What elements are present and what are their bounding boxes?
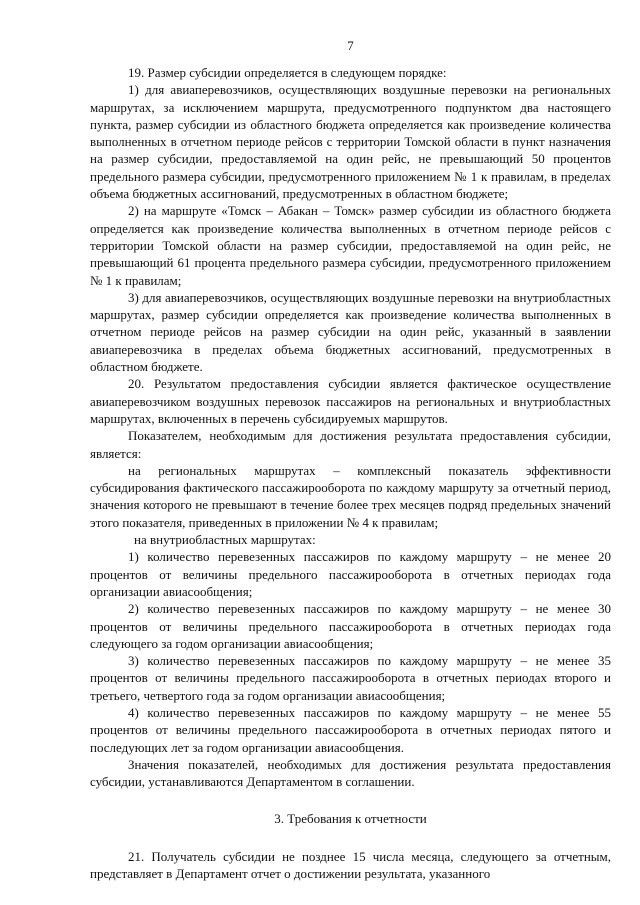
paragraph-19-item-2: 2) на маршруте «Томск – Абакан – Томск» размер субсидии из областного бюджета определяется как произведение количества выполненных в отчетном периоде рейсов с территории Томской области на размер субсидии, предоставляемой на один рейс, не превышающий 61 процента предельного размера субсидии, предусмотренного приложением № 1 к правилам; (90, 203, 611, 288)
paragraph-indicator-intro: Показателем, необходимым для достижения результата предоставления субсидии, является: (90, 428, 611, 461)
paragraph-20: 20. Результатом предоставления субсидии является фактическое осуществление авиаперевозчиком воздушных перевозок пассажиров на региональных и внутриобластных маршрутах, включенных в перечень субсидируемых маршрутов. (90, 376, 611, 426)
paragraph-19-item-1: 1) для авиаперевозчиков, осуществляющих воздушные перевозки на региональных маршрутах, за исключением маршрута, предусмотренного подпунктом два настоящего пункта, размер субсидии из областного бюджета определяется как произведение количества выполненных в отчетном периоде рейсов с территории Томской области в пункт назначения на размер субсидии, предоставляемой на один рейс, не превышающий 50 процентов предельного размера субсидии, предусмотренного приложением № 1 к правилам, в пределах объема бюджетных ассигнований, предусмотренных в областном бюджете; (90, 82, 611, 202)
paragraph-regional-routes: на региональных маршрутах – комплексный показатель эффективности субсидирования фактического пассажирооборота по каждому маршруту за отчетный период, значения которого не превышают в течение более трех месяцев подряд предельных значений этого показателя, приведенных в приложении № 4 к правилам; (90, 462, 611, 530)
document-body (90, 64, 611, 882)
paragraph-indicator-item-3: 3) количество перевезенных пассажиров по каждому маршруту – не менее 35 процентов от величины предельного пассажирооборота в отчетных периодах второго и третьего, четвертого года за годом организации авиасообщения; (90, 653, 611, 703)
paragraph-indicator-values: Значения показателей, необходимых для достижения результата предоставления субсидии, устанавливаются Департаментом в соглашении. (90, 756, 611, 790)
paragraph-19-item-3: 3) для авиаперевозчиков, осуществляющих воздушные перевозки на внутриобластных маршрутах, размер субсидии определяется как произведение количества выполненных в отчетном периоде рейсов на размер субсидии на один рейс, указанный в заявлении авиаперевозчика в пределах объема бюджетных ассигнований, предусмотренных в областном бюджете. (90, 289, 611, 375)
paragraph-intraregional-routes: на внутриобластных маршрутах: (134, 532, 316, 548)
paragraph-21: 21. Получатель субсидии не позднее 15 числа месяца, следующего за отчетным, представляет в Департамент отчет о достижении результата, указанного (90, 848, 611, 882)
paragraph-indicator-item-4: 4) количество перевезенных пассажиров по каждому маршруту – не менее 55 процентов от величины предельного пассажирооборота в отчетных периодах пятого и последующих лет за годом организации авиасообщения. (90, 704, 611, 755)
page-number: 7 (347, 38, 354, 53)
section-heading: 3. Требования к отчетности (274, 811, 427, 827)
paragraph-indicator-item-2: 2) количество перевезенных пассажиров по каждому маршруту – не менее 30 процентов от величины предельного пассажирооборота в отчетных периодах года следующего за годом организации авиасообщения; (90, 601, 611, 651)
paragraph-19: 19. Размер субсидии определяется в следующем порядке: (128, 65, 447, 80)
paragraph-indicator-item-1: 1) количество перевезенных пассажиров по каждому маршруту – не менее 20 процентов от величины предельного пассажирооборота в отчетных периодах года организации авиасообщения; (90, 549, 611, 599)
document-page (90, 0, 611, 905)
